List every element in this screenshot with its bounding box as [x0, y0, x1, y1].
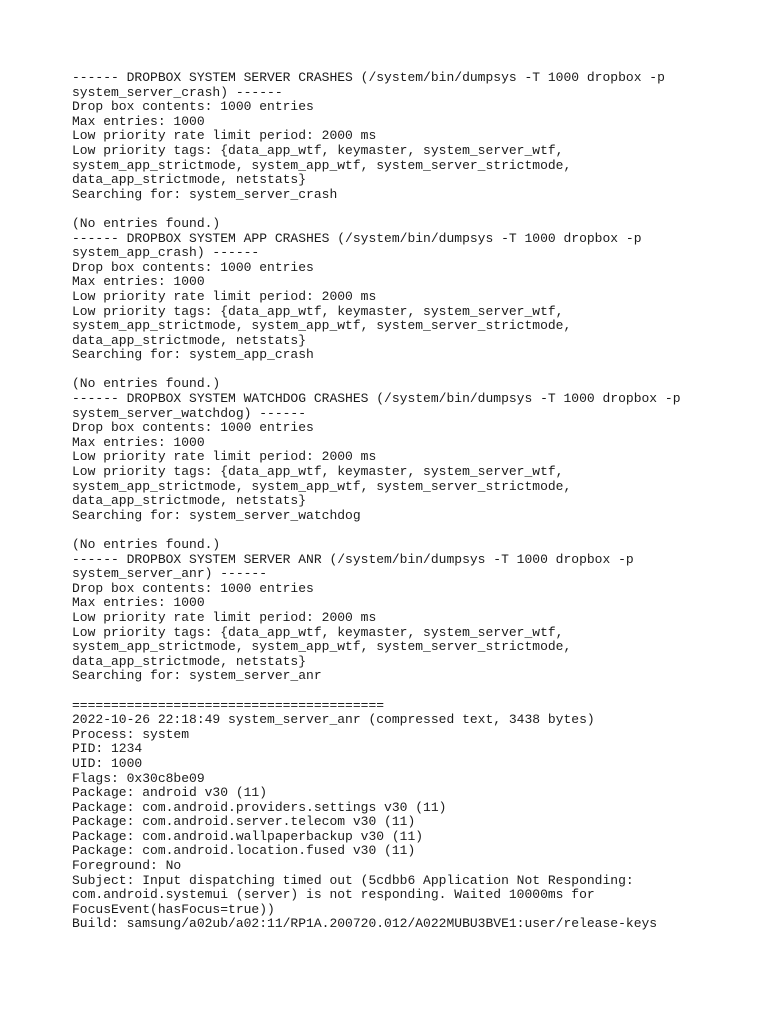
log-line: PID: 1234 [72, 741, 143, 757]
log-line: Low priority tags: {data_app_wtf, keymaster, system_server_wtf, [72, 464, 564, 480]
log-line: data_app_strictmode, netstats} [72, 172, 307, 188]
log-line: Low priority tags: {data_app_wtf, keymaster, system_server_wtf, [72, 303, 564, 319]
log-line: Drop box contents: 1000 entries [72, 99, 314, 115]
log-line: Max entries: 1000 [72, 113, 205, 129]
log-line: Low priority rate limit period: 2000 ms [72, 288, 377, 304]
log-line: system_app_strictmode, system_app_wtf, system_server_strictmode, [72, 318, 572, 334]
log-line: Package: com.android.server.telecom v30 (11) [72, 814, 416, 830]
log-line: Drop box contents: 1000 entries [72, 420, 314, 436]
log-line: Max entries: 1000 [72, 434, 205, 450]
log-line: com.android.systemui (server) is not responding. Waited 10000ms for [72, 887, 595, 903]
log-line: ------ DROPBOX SYSTEM APP CRASHES (/system/bin/dumpsys -T 1000 dropbox -p [72, 230, 642, 246]
log-line: Package: com.android.providers.settings v30 (11) [72, 799, 447, 815]
log-line: system_server_crash) ------ [72, 84, 283, 100]
log-line: system_app_strictmode, system_app_wtf, system_server_strictmode, [72, 639, 572, 655]
log-line: data_app_strictmode, netstats} [72, 653, 307, 669]
log-line: Process: system [72, 726, 190, 742]
log-line: 2022-10-26 22:18:49 system_server_anr (compressed text, 3438 bytes) [72, 712, 595, 728]
log-line: Low priority tags: {data_app_wtf, keymaster, system_server_wtf, [72, 142, 564, 158]
log-line: Foreground: No [72, 858, 182, 874]
document-page [72, 71, 752, 932]
log-line: Searching for: system_server_anr [72, 668, 322, 684]
log-line: Subject: Input dispatching timed out (5cdbb6 Application Not Responding: [72, 872, 634, 888]
log-line: (No entries found.) [72, 537, 221, 552]
log-line: ------ DROPBOX SYSTEM WATCHDOG CRASHES (/system/bin/dumpsys -T 1000 dropbox -p [72, 391, 681, 407]
log-line: Drop box contents: 1000 entries [72, 580, 314, 596]
log-line: system_app_strictmode, system_app_wtf, system_server_strictmode, [72, 157, 572, 173]
log-line: Build: samsung/a02ub/a02:11/RP1A.200720.012/A022MUBU3BVE1:user/release-keys [72, 916, 658, 932]
log-line: ------ DROPBOX SYSTEM SERVER CRASHES (/system/bin/dumpsys -T 1000 dropbox -p [72, 70, 665, 85]
log-line: Max entries: 1000 [72, 595, 205, 611]
log-line: system_server_watchdog) ------ [72, 405, 307, 421]
log-line: data_app_strictmode, netstats} [72, 332, 307, 348]
blank-line [72, 684, 752, 699]
log-line: (No entries found.) [72, 376, 221, 392]
log-line: Searching for: system_app_crash [72, 347, 314, 363]
log-line: Low priority tags: {data_app_wtf, keymaster, system_server_wtf, [72, 624, 564, 640]
blank-line [72, 202, 752, 217]
log-line: Low priority rate limit period: 2000 ms [72, 609, 377, 625]
log-line: ======================================== [72, 697, 385, 713]
log-line: Drop box contents: 1000 entries [72, 259, 314, 275]
log-line: Package: com.android.location.fused v30 (11) [72, 843, 416, 859]
log-line: system_app_crash) ------ [72, 245, 260, 261]
log-line: (No entries found.) [72, 215, 221, 231]
log-line: system_server_anr) ------ [72, 566, 268, 582]
log-line: Package: com.android.wallpaperbackup v30 (11) [72, 828, 424, 844]
log-line: Searching for: system_server_watchdog [72, 507, 361, 523]
blank-line [72, 363, 752, 378]
log-line: Max entries: 1000 [72, 274, 205, 290]
log-line: UID: 1000 [72, 755, 143, 771]
log-line: Low priority rate limit period: 2000 ms [72, 128, 377, 144]
log-line: ------ DROPBOX SYSTEM SERVER ANR (/system/bin/dumpsys -T 1000 dropbox -p [72, 551, 634, 567]
log-line: Flags: 0x30c8be09 [72, 770, 205, 786]
log-line: Searching for: system_server_crash [72, 186, 338, 202]
log-line: Low priority rate limit period: 2000 ms [72, 449, 377, 465]
log-line: Package: android v30 (11) [72, 785, 268, 801]
log-line: data_app_strictmode, netstats} [72, 493, 307, 509]
log-line: system_app_strictmode, system_app_wtf, system_server_strictmode, [72, 478, 572, 494]
blank-line [72, 523, 752, 538]
log-line: FocusEvent(hasFocus=true)) [72, 901, 275, 917]
